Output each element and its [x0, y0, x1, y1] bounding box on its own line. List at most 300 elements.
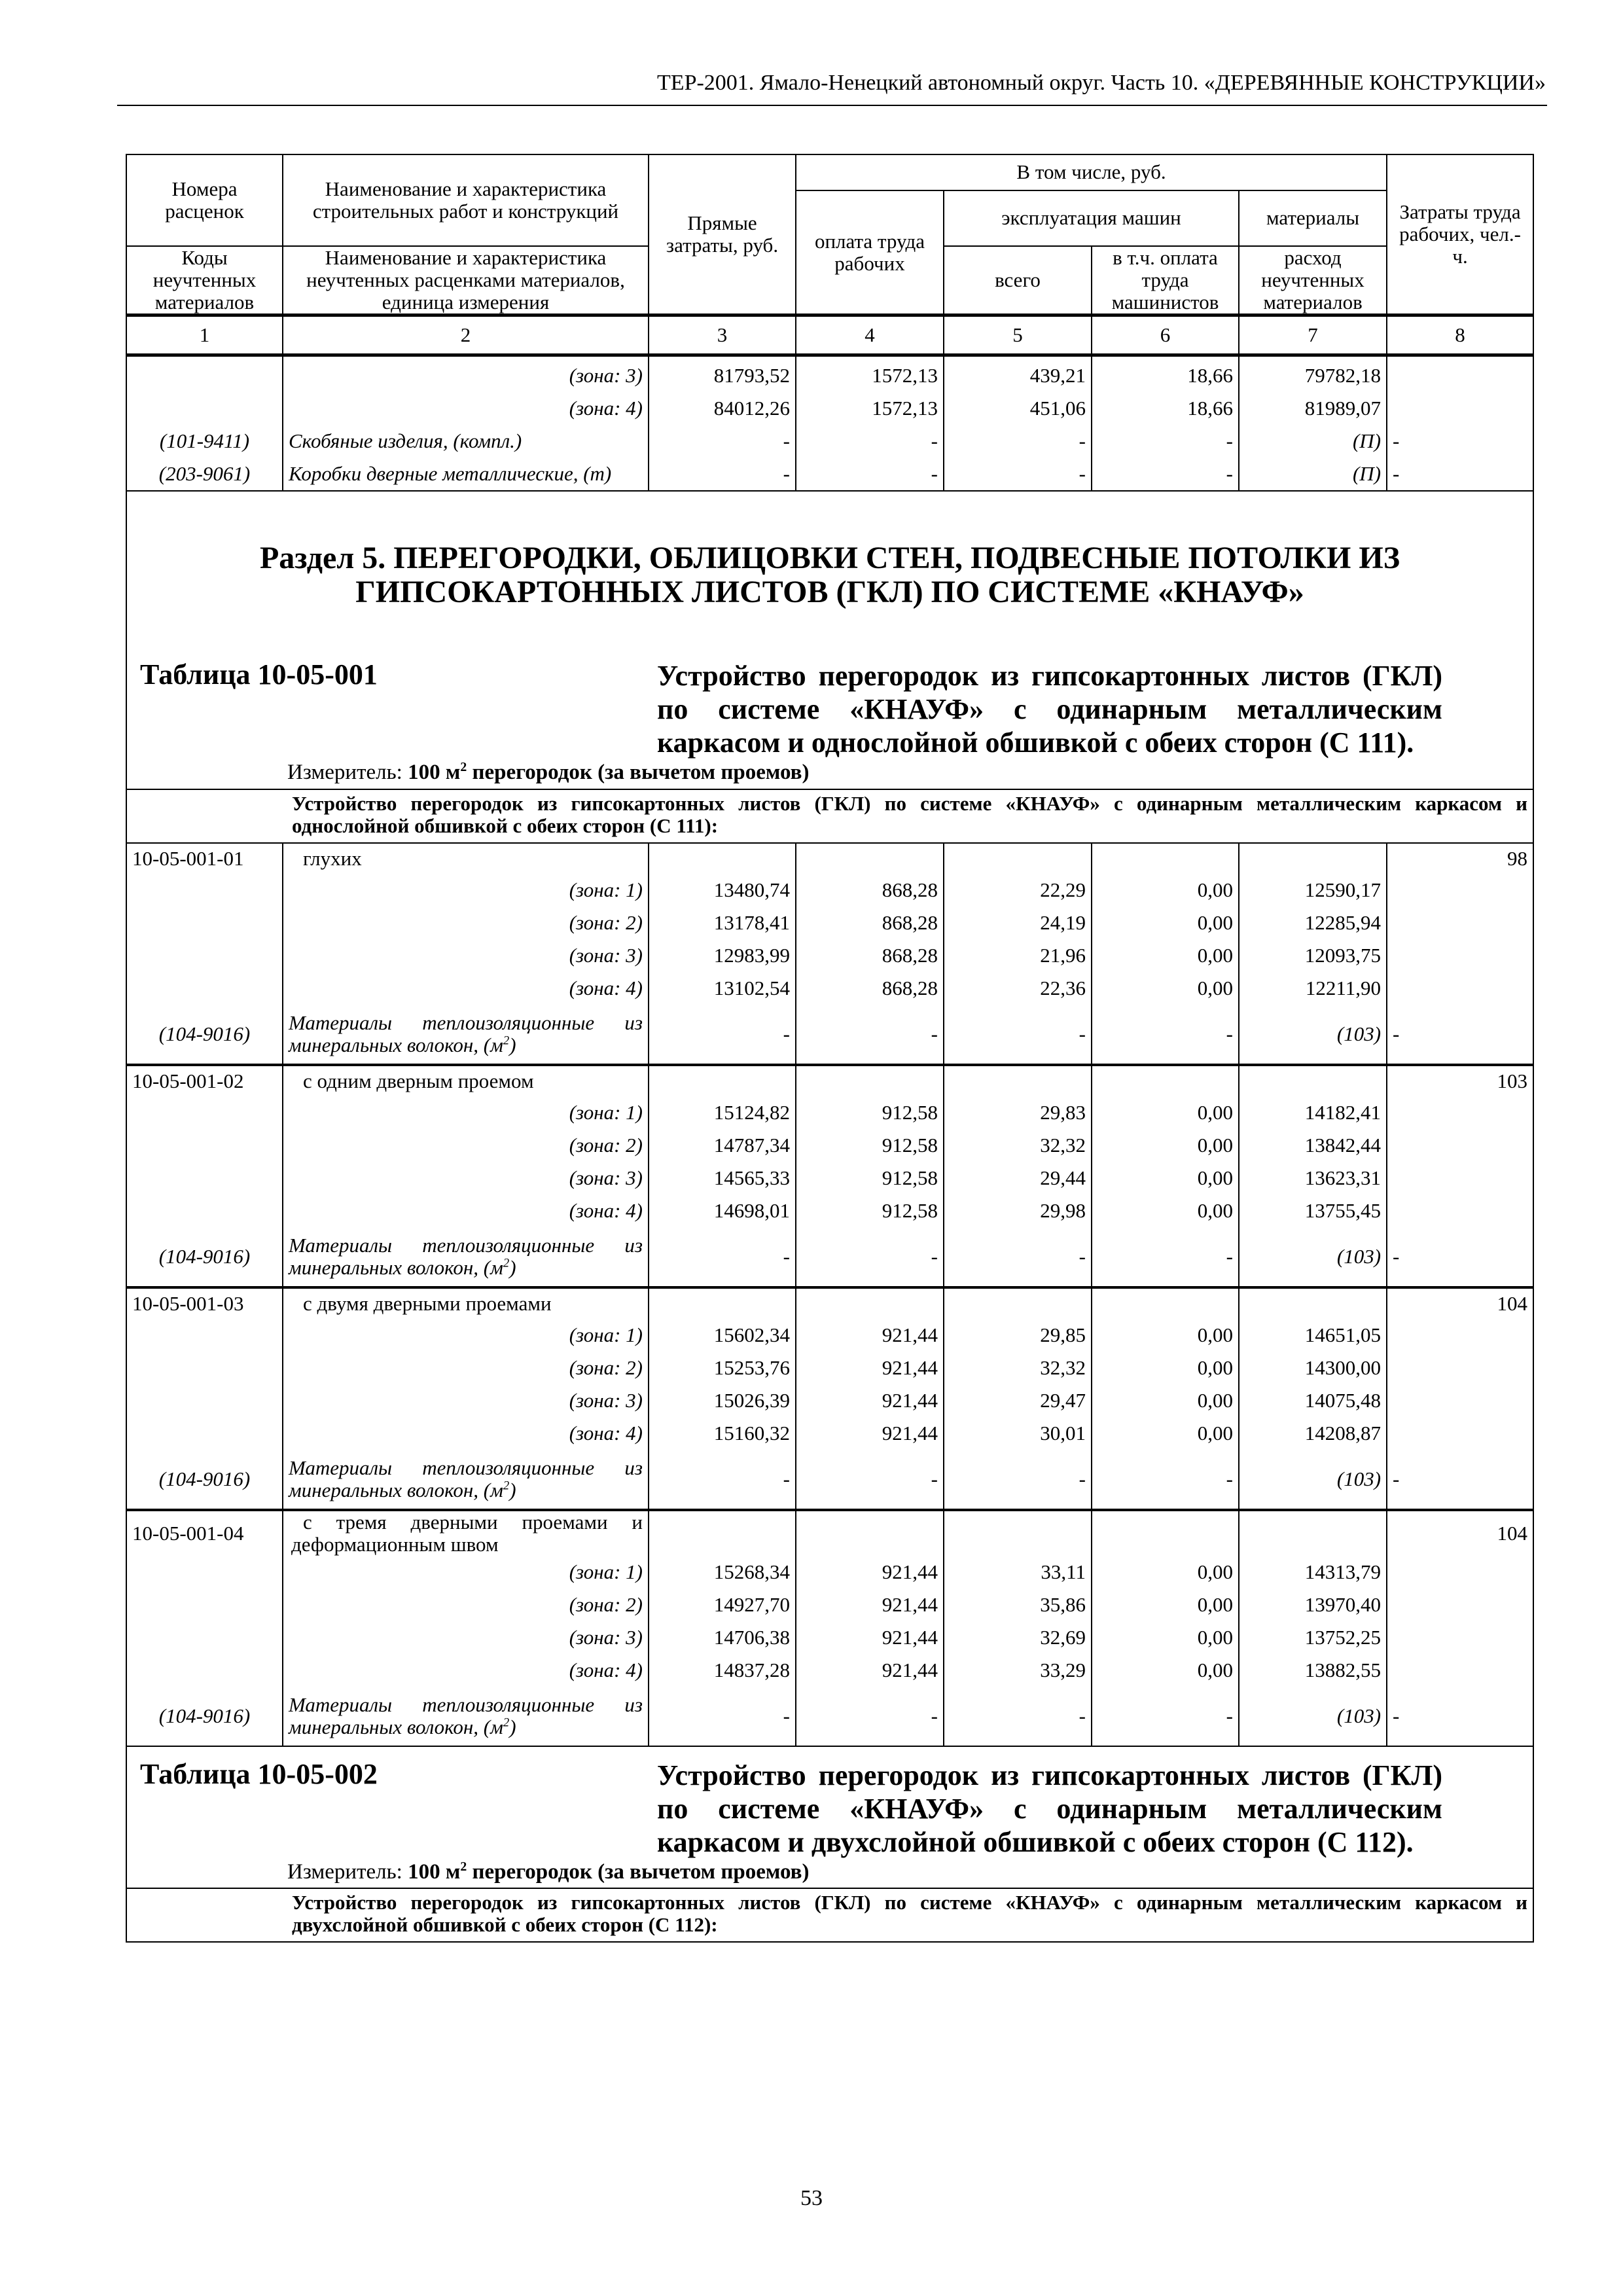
empty-cell [1387, 1384, 1533, 1417]
running-header: ТЕР-2001. Ямало-Ненецкий автономный округ. Часть 10. «ДЕРЕВЯННЫЕ КОНСТРУКЦИИ» [657, 71, 1546, 95]
zone-label: (зона: 3) [283, 1162, 649, 1194]
cost-value: 13842,44 [1239, 1129, 1387, 1162]
header-materials: материалы [1239, 190, 1387, 246]
material-name [283, 1005, 649, 1065]
dash-value: - [944, 1687, 1092, 1746]
cost-value: 79782,18 [1239, 355, 1387, 393]
measure-label: Измеритель: [287, 1859, 402, 1884]
dash-value: - [1092, 457, 1239, 491]
cost-value: 0,00 [1092, 1129, 1239, 1162]
measure-value: 100 $м^2$ перегородок (за вычетом проемов) [408, 760, 810, 785]
empty-cell [649, 1065, 796, 1096]
cost-value: 868,28 [796, 906, 944, 939]
cost-value: 30,01 [944, 1417, 1092, 1450]
zone-row [126, 355, 1533, 393]
unit-exponent: 2 [503, 1256, 510, 1270]
empty-cell [1387, 1352, 1533, 1384]
header-labor-cost: Затраты труда рабочих, чел.-ч. [1387, 154, 1533, 315]
zone-row [126, 1588, 1533, 1621]
cost-value: 22,29 [944, 874, 1092, 906]
empty-cell [649, 1510, 796, 1556]
empty-cell [1387, 906, 1533, 939]
zone-label: (зона: 2) [283, 1588, 649, 1621]
cost-value: 14706,38 [649, 1621, 796, 1654]
dash-value: - [1092, 1005, 1239, 1065]
empty-cell [126, 392, 283, 425]
material-code: (104-9016) [126, 1450, 283, 1510]
zone-label: (зона: 2) [283, 906, 649, 939]
material-row [126, 457, 1533, 491]
cost-value: 868,28 [796, 972, 944, 1005]
empty-cell [796, 1510, 944, 1556]
zone-label: (зона: 3) [283, 1621, 649, 1654]
empty-cell [126, 1621, 283, 1654]
dash-value: - [796, 1450, 944, 1510]
dash-value: - [944, 1450, 1092, 1510]
cost-value: 921,44 [796, 1621, 944, 1654]
price-table [126, 154, 1534, 1943]
cost-value: 921,44 [796, 1588, 944, 1621]
header-machinists-pay: в т.ч. оплата труда машинистов [1092, 246, 1239, 315]
cost-value: 921,44 [796, 1319, 944, 1352]
cost-value: 15124,82 [649, 1096, 796, 1129]
column-number: 8 [1387, 315, 1533, 355]
empty-cell [1387, 1162, 1533, 1194]
rate-name: глухих [283, 843, 649, 874]
unit-exponent: 2 [503, 1479, 510, 1493]
zone-row [126, 972, 1533, 1005]
zone-label: (зона: 3) [283, 939, 649, 972]
empty-cell [126, 972, 283, 1005]
cost-value: 35,86 [944, 1588, 1092, 1621]
empty-cell [1387, 1654, 1533, 1687]
zone-label: (зона: 1) [283, 1096, 649, 1129]
empty-cell [1387, 1096, 1533, 1129]
empty-cell [1239, 1510, 1387, 1556]
cost-value: 13970,40 [1239, 1588, 1387, 1621]
cost-value: 921,44 [796, 1654, 944, 1687]
dash-value: - [944, 457, 1092, 491]
material-name-text: Материалы теплоизоляционные из минеральных волокон, (м [289, 1456, 643, 1501]
empty-cell [1387, 874, 1533, 906]
material-code: (104-9016) [126, 1005, 283, 1065]
zone-row [126, 1384, 1533, 1417]
table-heading [126, 1746, 1533, 1888]
empty-cell [944, 843, 1092, 874]
rate-name: с одним дверным проемом [283, 1065, 649, 1096]
cost-value: 451,06 [944, 392, 1092, 425]
empty-cell [649, 843, 796, 874]
cost-value: 0,00 [1092, 1384, 1239, 1417]
material-name [283, 1687, 649, 1746]
dash-value: - [1092, 1687, 1239, 1746]
table-heading-block [126, 1746, 1533, 1888]
dash-value: - [649, 457, 796, 491]
cost-value: 868,28 [796, 939, 944, 972]
empty-cell [126, 1162, 283, 1194]
cost-value: 0,00 [1092, 906, 1239, 939]
labor-cost: 103 [1387, 1065, 1533, 1096]
cost-value: 439,21 [944, 355, 1092, 393]
header-rate-numbers: Номера расценок [126, 154, 283, 246]
labor-dash: - [1387, 1687, 1533, 1746]
empty-cell [1387, 355, 1533, 393]
header-material-names: Наименование и характеристика неучтенных расценками материалов, единица измерения [283, 246, 649, 315]
table-description-row [126, 1888, 1533, 1942]
unit-close: ) [509, 1715, 516, 1738]
measure-value: 100 $м^2$ перегородок (за вычетом проемов) [408, 1859, 810, 1884]
dash-value: - [649, 1005, 796, 1065]
cost-value: 12590,17 [1239, 874, 1387, 906]
cost-value: 84012,26 [649, 392, 796, 425]
unit-exponent: 2 [503, 1033, 510, 1048]
cost-value: 921,44 [796, 1556, 944, 1588]
cost-value: 15602,34 [649, 1319, 796, 1352]
cost-value: 0,00 [1092, 1588, 1239, 1621]
empty-cell [126, 1352, 283, 1384]
cost-value: 15253,76 [649, 1352, 796, 1384]
cost-value: 12211,90 [1239, 972, 1387, 1005]
material-code: (104-9016) [126, 1687, 283, 1746]
empty-cell [126, 1384, 283, 1417]
unit-close: ) [509, 1033, 516, 1056]
table-description: Устройство перегородок из гипсокартонных листов (ГКЛ) по системе «КНАУФ» с одинарным металлическим каркасом и однослойной обшивкой с обеих сторон (С 111): [126, 789, 1533, 843]
column-number: 7 [1239, 315, 1387, 355]
column-number: 2 [283, 315, 649, 355]
cost-value: 81793,52 [649, 355, 796, 393]
zone-row [126, 939, 1533, 972]
column-number: 3 [649, 315, 796, 355]
rate-row [126, 1287, 1533, 1319]
cost-value: 21,96 [944, 939, 1092, 972]
unit-close: ) [509, 1255, 516, 1279]
dash-value: - [649, 1450, 796, 1510]
cost-value: 912,58 [796, 1096, 944, 1129]
header-labor-pay: оплата труда рабочих [796, 190, 944, 315]
cost-value: 1572,13 [796, 355, 944, 393]
zone-row [126, 1319, 1533, 1352]
cost-value: 12093,75 [1239, 939, 1387, 972]
empty-cell [796, 1065, 944, 1096]
dash-value: - [944, 425, 1092, 457]
cost-value: 0,00 [1092, 1319, 1239, 1352]
cost-value: 33,11 [944, 1556, 1092, 1588]
cost-value: 15268,34 [649, 1556, 796, 1588]
rate-code: 10-05-001-03 [126, 1287, 283, 1319]
empty-cell [126, 1194, 283, 1227]
empty-cell [944, 1287, 1092, 1319]
header-rule [117, 105, 1547, 106]
measure-unit [127, 1860, 1533, 1888]
empty-cell [126, 1129, 283, 1162]
cost-value: 0,00 [1092, 1417, 1239, 1450]
material-row [126, 1450, 1533, 1510]
rate-row [126, 1510, 1533, 1556]
cost-value: 29,85 [944, 1319, 1092, 1352]
empty-cell [1387, 972, 1533, 1005]
cost-value: 921,44 [796, 1352, 944, 1384]
header-direct-costs: Прямые затраты, руб. [649, 154, 796, 315]
dash-value: - [1092, 1450, 1239, 1510]
material-name: Коробки дверные металлические, (т) [283, 457, 649, 491]
zone-row [126, 1621, 1533, 1654]
cost-value: 921,44 [796, 1417, 944, 1450]
zone-row [126, 1096, 1533, 1129]
cost-value: 14565,33 [649, 1162, 796, 1194]
labor-dash: - [1387, 425, 1533, 457]
cost-value: 32,69 [944, 1621, 1092, 1654]
cost-value: 13752,25 [1239, 1621, 1387, 1654]
dash-value: - [796, 457, 944, 491]
empty-cell [126, 874, 283, 906]
empty-cell [1092, 843, 1239, 874]
empty-cell [126, 906, 283, 939]
material-row [126, 1005, 1533, 1065]
cost-value: 29,44 [944, 1162, 1092, 1194]
header-machines-total: всего [944, 246, 1092, 315]
dash-value: - [796, 1227, 944, 1287]
material-name [283, 1227, 649, 1287]
cost-value: 15026,39 [649, 1384, 796, 1417]
cost-value: 29,47 [944, 1384, 1092, 1417]
header-unaccounted-materials: расход неучтенных материалов [1239, 246, 1387, 315]
empty-cell [126, 1654, 283, 1687]
table-title: Устройство перегородок из гипсокартонных листов (ГКЛ) по системе «КНАУФ» с одинарным металлическим каркасом и двухслойной обшивкой с обеих сторон (С 112). [657, 1759, 1442, 1858]
labor-dash: - [1387, 1227, 1533, 1287]
empty-cell [1387, 939, 1533, 972]
column-number: 5 [944, 315, 1092, 355]
material-consumption: (103) [1239, 1450, 1387, 1510]
empty-cell [126, 1588, 283, 1621]
header-machines: эксплуатация машин [944, 190, 1239, 246]
material-consumption: (103) [1239, 1227, 1387, 1287]
cost-value: 14787,34 [649, 1129, 796, 1162]
empty-cell [649, 1287, 796, 1319]
cost-value: 32,32 [944, 1352, 1092, 1384]
dash-value: - [649, 1687, 796, 1746]
measure-unit [127, 761, 1533, 788]
zone-label: (зона: 1) [283, 1319, 649, 1352]
empty-cell [126, 355, 283, 393]
zone-row [126, 392, 1533, 425]
cost-value: 0,00 [1092, 1556, 1239, 1588]
material-consumption: (П) [1239, 425, 1387, 457]
cost-value: 14837,28 [649, 1654, 796, 1687]
dash-value: - [796, 1687, 944, 1746]
labor-dash: - [1387, 1450, 1533, 1510]
cost-value: 0,00 [1092, 972, 1239, 1005]
empty-cell [1239, 1287, 1387, 1319]
zone-row [126, 1194, 1533, 1227]
cost-value: 29,83 [944, 1096, 1092, 1129]
empty-cell [944, 1510, 1092, 1556]
empty-cell [1092, 1065, 1239, 1096]
zone-row [126, 874, 1533, 906]
zone-row [126, 1129, 1533, 1162]
page-number: 53 [800, 2186, 823, 2210]
rate-code: 10-05-001-04 [126, 1510, 283, 1556]
labor-cost: 104 [1387, 1510, 1533, 1556]
rate-code: 10-05-001-01 [126, 843, 283, 874]
cost-value: 15160,32 [649, 1417, 796, 1450]
measure-label: Измеритель: [287, 761, 402, 785]
cost-value: 0,00 [1092, 1621, 1239, 1654]
empty-cell [796, 1287, 944, 1319]
empty-cell [1387, 1129, 1533, 1162]
labor-cost: 98 [1387, 843, 1533, 874]
material-code: (104-9016) [126, 1227, 283, 1287]
material-code: (203-9061) [126, 457, 283, 491]
dash-value: - [1092, 1227, 1239, 1287]
cost-value: 912,58 [796, 1162, 944, 1194]
empty-cell [1387, 1417, 1533, 1450]
empty-cell [1092, 1287, 1239, 1319]
material-row [126, 425, 1533, 457]
cost-value: 0,00 [1092, 1352, 1239, 1384]
cost-value: 0,00 [1092, 874, 1239, 906]
cost-value: 29,98 [944, 1194, 1092, 1227]
empty-cell [1239, 1065, 1387, 1096]
dash-value: - [944, 1005, 1092, 1065]
column-number: 4 [796, 315, 944, 355]
zone-label: (зона: 4) [283, 972, 649, 1005]
empty-cell [126, 939, 283, 972]
cost-value: 868,28 [796, 874, 944, 906]
zone-row [126, 1654, 1533, 1687]
rate-code: 10-05-001-02 [126, 1065, 283, 1096]
column-number: 6 [1092, 315, 1239, 355]
table-number: Таблица 10-05-001 [140, 658, 378, 691]
cost-value: 32,32 [944, 1129, 1092, 1162]
zone-label: (зона: 4) [283, 392, 649, 425]
zone-row [126, 1352, 1533, 1384]
dash-value: - [796, 1005, 944, 1065]
cost-value: 14208,87 [1239, 1417, 1387, 1450]
cost-value: 0,00 [1092, 939, 1239, 972]
cost-value: 912,58 [796, 1194, 944, 1227]
empty-cell [1239, 843, 1387, 874]
empty-cell [1387, 1194, 1533, 1227]
rate-row [126, 843, 1533, 874]
zone-label: (зона: 2) [283, 1352, 649, 1384]
cost-value: 12285,94 [1239, 906, 1387, 939]
empty-cell [796, 843, 944, 874]
material-row [126, 1687, 1533, 1746]
material-name: Скобяные изделия, (компл.) [283, 425, 649, 457]
unit-close: ) [509, 1478, 516, 1501]
material-code: (101-9411) [126, 425, 283, 457]
cost-value: 18,66 [1092, 355, 1239, 393]
rate-name: с тремя дверными проемами и деформационным швом [283, 1510, 649, 1556]
cost-value: 0,00 [1092, 1654, 1239, 1687]
labor-dash: - [1387, 1005, 1533, 1065]
cost-value: 14651,05 [1239, 1319, 1387, 1352]
cost-value: 0,00 [1092, 1096, 1239, 1129]
cost-value: 0,00 [1092, 1162, 1239, 1194]
material-consumption: (103) [1239, 1005, 1387, 1065]
labor-cost: 104 [1387, 1287, 1533, 1319]
cost-value: 912,58 [796, 1129, 944, 1162]
zone-label: (зона: 1) [283, 874, 649, 906]
zone-label: (зона: 4) [283, 1417, 649, 1450]
material-name-text: Материалы теплоизоляционные из минеральных волокон, (м [289, 1233, 643, 1279]
cost-value: 14313,79 [1239, 1556, 1387, 1588]
zone-label: (зона: 4) [283, 1194, 649, 1227]
header-including: В том числе, руб. [796, 154, 1387, 190]
header-work-name: Наименование и характеристика строительных работ и конструкций [283, 154, 649, 246]
zone-label: (зона: 2) [283, 1129, 649, 1162]
empty-cell [126, 1417, 283, 1450]
cost-value: 14698,01 [649, 1194, 796, 1227]
zone-label: (зона: 1) [283, 1556, 649, 1588]
empty-cell [944, 1065, 1092, 1096]
empty-cell [126, 1556, 283, 1588]
unit-exponent: 2 [503, 1715, 510, 1730]
table-heading [126, 491, 1533, 789]
cost-value: 1572,13 [796, 392, 944, 425]
cost-value: 13623,31 [1239, 1162, 1387, 1194]
zone-label: (зона: 3) [283, 1384, 649, 1417]
rate-name: с двумя дверными проемами [283, 1287, 649, 1319]
zone-label: (зона: 3) [283, 355, 649, 393]
zone-row [126, 1162, 1533, 1194]
cost-value: 13480,74 [649, 874, 796, 906]
column-number: 1 [126, 315, 283, 355]
table-number: Таблица 10-05-002 [140, 1757, 378, 1790]
dash-value: - [649, 1227, 796, 1287]
cost-value: 18,66 [1092, 392, 1239, 425]
material-name-text: Материалы теплоизоляционные из минеральных волокон, (м [289, 1693, 643, 1738]
cost-value: 13102,54 [649, 972, 796, 1005]
cost-value: 14075,48 [1239, 1384, 1387, 1417]
cost-value: 22,36 [944, 972, 1092, 1005]
material-name-text: Материалы теплоизоляционные из минеральных волокон, (м [289, 1011, 643, 1056]
cost-value: 81989,07 [1239, 392, 1387, 425]
labor-dash: - [1387, 457, 1533, 491]
empty-cell [126, 1096, 283, 1129]
cost-value: 14300,00 [1239, 1352, 1387, 1384]
table-description: Устройство перегородок из гипсокартонных листов (ГКЛ) по системе «КНАУФ» с одинарным металлическим каркасом и двухслойной обшивкой с обеих сторон (С 112): [126, 1888, 1533, 1942]
header-material-codes: Коды неучтенных материалов [126, 246, 283, 315]
empty-cell [126, 1319, 283, 1352]
material-consumption: (103) [1239, 1687, 1387, 1746]
section-title: Раздел 5. ПЕРЕГОРОДКИ, ОБЛИЦОВКИ СТЕН, ПОДВЕСНЫЕ ПОТОЛКИ ИЗ ГИПСОКАРТОННЫХ ЛИСТОВ (ГКЛ) ПО СИСТЕМЕ «КНАУФ» [259, 541, 1400, 610]
dash-value: - [1092, 425, 1239, 457]
empty-cell [1387, 1556, 1533, 1588]
zone-label: (зона: 4) [283, 1654, 649, 1687]
table-heading-block [126, 491, 1533, 789]
cost-value: 0,00 [1092, 1194, 1239, 1227]
cost-value: 14182,41 [1239, 1096, 1387, 1129]
cost-value: 13882,55 [1239, 1654, 1387, 1687]
zone-row [126, 1556, 1533, 1588]
empty-cell [1092, 1510, 1239, 1556]
dash-value: - [944, 1227, 1092, 1287]
cost-value: 14927,70 [649, 1588, 796, 1621]
cost-value: 13755,45 [1239, 1194, 1387, 1227]
cost-value: 12983,99 [649, 939, 796, 972]
table-title: Устройство перегородок из гипсокартонных листов (ГКЛ) по системе «КНАУФ» с одинарным металлическим каркасом и однослойной обшивкой с обеих сторон (С 111). [657, 660, 1442, 759]
material-consumption: (П) [1239, 457, 1387, 491]
cost-value: 33,29 [944, 1654, 1092, 1687]
empty-cell [1387, 392, 1533, 425]
zone-row [126, 1417, 1533, 1450]
empty-cell [1387, 1621, 1533, 1654]
zone-row [126, 906, 1533, 939]
cost-value: 13178,41 [649, 906, 796, 939]
cost-value: 24,19 [944, 906, 1092, 939]
material-name [283, 1450, 649, 1510]
